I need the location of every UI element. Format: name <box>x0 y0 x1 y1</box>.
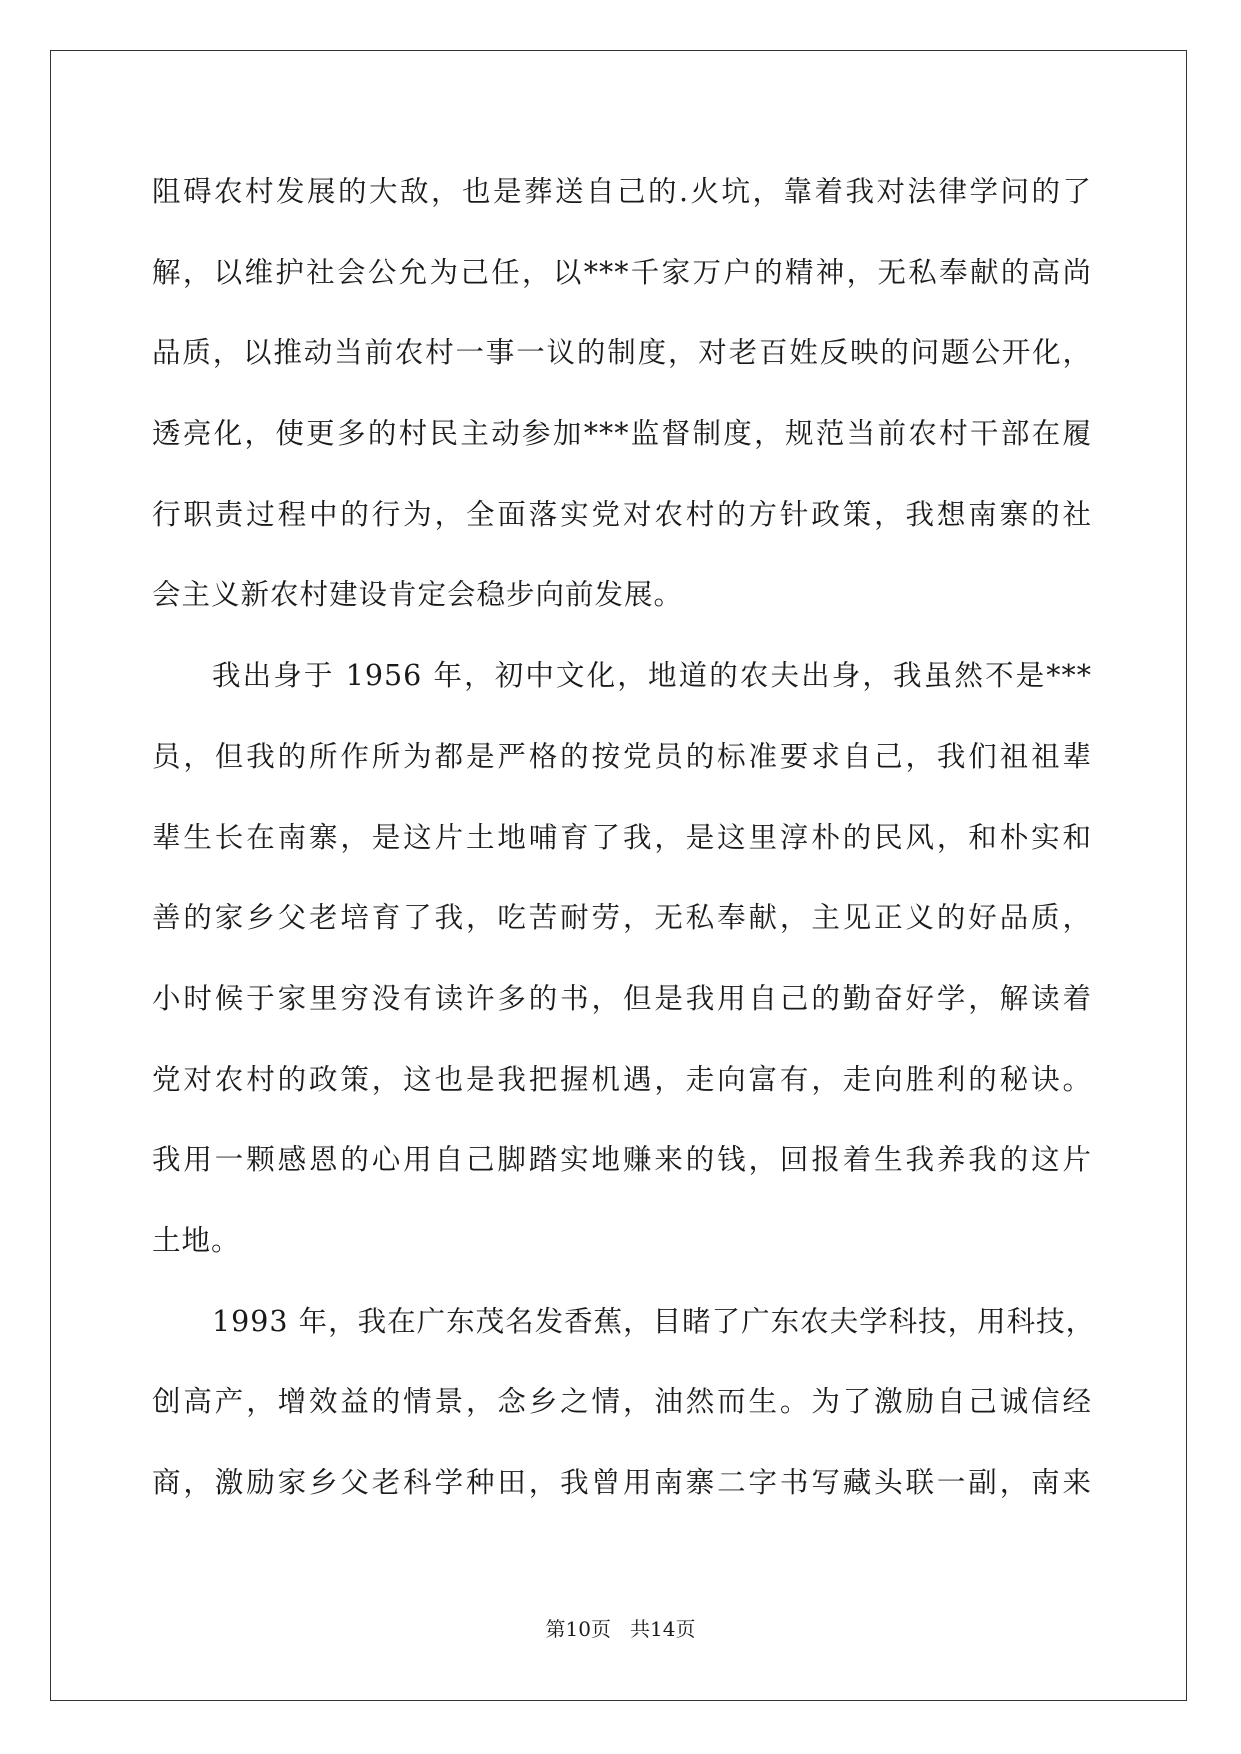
page-footer <box>0 1613 1241 1642</box>
text-line: 党对农村的政策，这也是我把握机遇，走向富有，走向胜利的秘诀。 <box>152 1062 1092 1096</box>
footer-page-word: 页 <box>590 1617 611 1641</box>
text-line: 我出身于 1956 年，初中文化，地道的农夫出身，我虽然不是*** <box>212 659 1092 693</box>
text-line: 小时候于家里穷没有读许多的书，但是我用自己的勤奋好学，解读着 <box>152 981 1092 1015</box>
text-line: 辈生长在南寨，是这片土地哺育了我，是这里淳朴的民风，和朴实和 <box>152 820 1092 854</box>
text-line: 阻碍农村发展的大敌，也是葬送自己的.火坑，靠着我对法律学问的了 <box>152 175 1092 208</box>
text-line: 员，但我的所作所为都是严格的按党员的标准要求自己，我们祖祖辈 <box>152 739 1092 773</box>
footer-total-prefix: 共 <box>630 1617 651 1641</box>
text-line: 品质，以推动当前农村一事一议的制度，对老百姓反映的问题公开化， <box>152 336 1092 370</box>
text-line: 会主义新农村建设肯定会稳步向前发展。 <box>152 578 684 612</box>
text-line: 透亮化，使更多的村民主动参加***监督制度，规范当前农村干部在履 <box>152 417 1092 451</box>
text-line: 商，激励家乡父老科学种田，我曾用南寨二字书写藏头联一副，南来 <box>152 1466 1092 1499</box>
text-line: 土地。 <box>152 1223 241 1257</box>
footer-prefix: 第 <box>545 1617 566 1641</box>
text-line: 我用一颗感恩的心用自己脚踏实地赚来的钱，回报着生我养我的这片 <box>152 1143 1092 1177</box>
current-page-number: 10 <box>565 1617 591 1641</box>
text-line: 善的家乡父老培育了我，吃苦耐劳，无私奉献，主见正义的好品质， <box>152 901 1092 935</box>
document-body <box>152 152 1096 1524</box>
text-line: 行职责过程中的行为，全面落实党对农村的方针政策，我想南寨的社 <box>152 497 1092 531</box>
footer-total-suffix: 页 <box>675 1617 696 1641</box>
total-page-number: 14 <box>650 1617 676 1641</box>
text-line: 解，以维护社会公允为己任，以***千家万户的精神，无私奉献的高尚 <box>152 255 1092 289</box>
text-line: 1993 年，我在广东茂名发香蕉，目睹了广东农夫学科技，用科技， <box>212 1304 1096 1338</box>
text-line: 创高产，增效益的情景，念乡之情，油然而生。为了激励自己诚信经 <box>152 1385 1092 1419</box>
